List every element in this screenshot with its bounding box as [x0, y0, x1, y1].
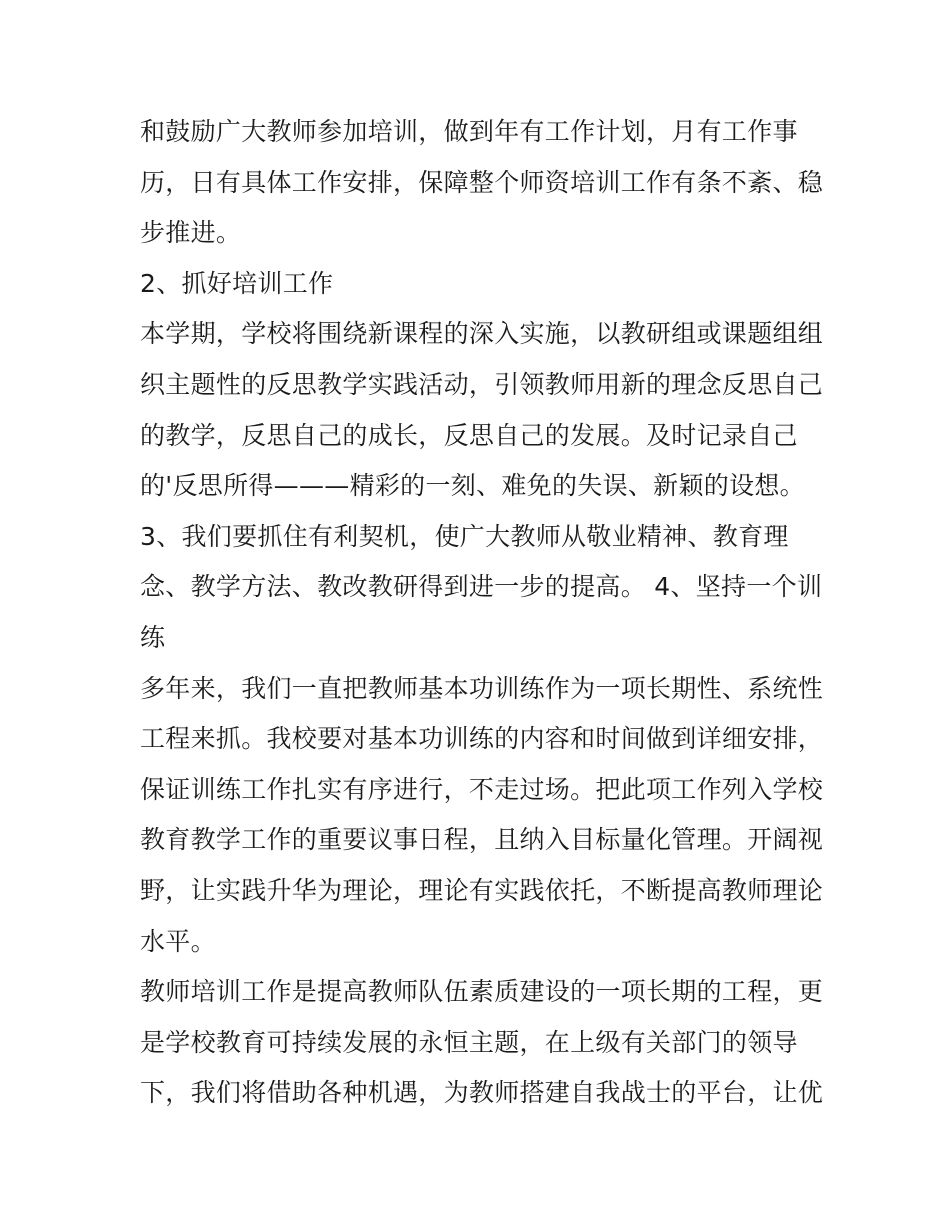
text-line: 野，让实践升华为理论，理论有实践依托，不断提高教师理论 — [140, 875, 824, 905]
text-line: 工程来抓。我校要对基本功训练的内容和时间做到详细安排， — [140, 724, 824, 754]
text-line: 3、我们要抓住有利契机，使广大教师从敬业精神、教育理 — [140, 521, 789, 551]
text-line: 和鼓励广大教师参加培训，做到年有工作计划，月有工作事 — [140, 117, 798, 146]
text-line: 的教学，反思自己的成长，反思自己的发展。及时记录自己 — [140, 420, 798, 450]
text-line: 练 — [140, 622, 166, 652]
text-line: 织主题性的反思教学实践活动，引领教师用新的理念反思自己 — [140, 369, 824, 399]
text-line: 教育教学工作的重要议事日程，且纳入目标量化管理。开阔视 — [140, 825, 824, 855]
text-line: 水平。 — [140, 926, 216, 956]
text-line: 念、教学方法、教改教研得到进一步的提高。 4、坚持一个训 — [140, 572, 823, 602]
text-line: 下，我们将借助各种机遇，为教师搭建自我战士的平台，让优 — [140, 1078, 824, 1108]
text-line: 的'反思所得———精彩的一刻、难免的失误、新颖的设想。 — [140, 471, 805, 501]
document-body — [140, 107, 824, 1119]
section-heading: 2、抓好培训工作 — [140, 268, 334, 298]
text-line: 保证训练工作扎实有序进行，不走过场。把此项工作列入学校 — [140, 774, 824, 804]
text-line: 多年来，我们一直把教师基本功训练作为一项长期性、系统性 — [140, 673, 824, 703]
text-line: 是学校教育可持续发展的永恒主题，在上级有关部门的领导 — [140, 1027, 798, 1057]
text-line: 历，日有具体工作安排，保障整个师资培训工作有条不紊、稳 — [140, 167, 824, 197]
text-line: 教师培训工作是提高教师队伍素质建设的一项长期的工程，更 — [140, 977, 824, 1007]
text-line: 本学期，学校将围绕新课程的深入实施，以教研组或课题组组 — [140, 319, 824, 349]
text-line: 步推进。 — [140, 218, 242, 248]
